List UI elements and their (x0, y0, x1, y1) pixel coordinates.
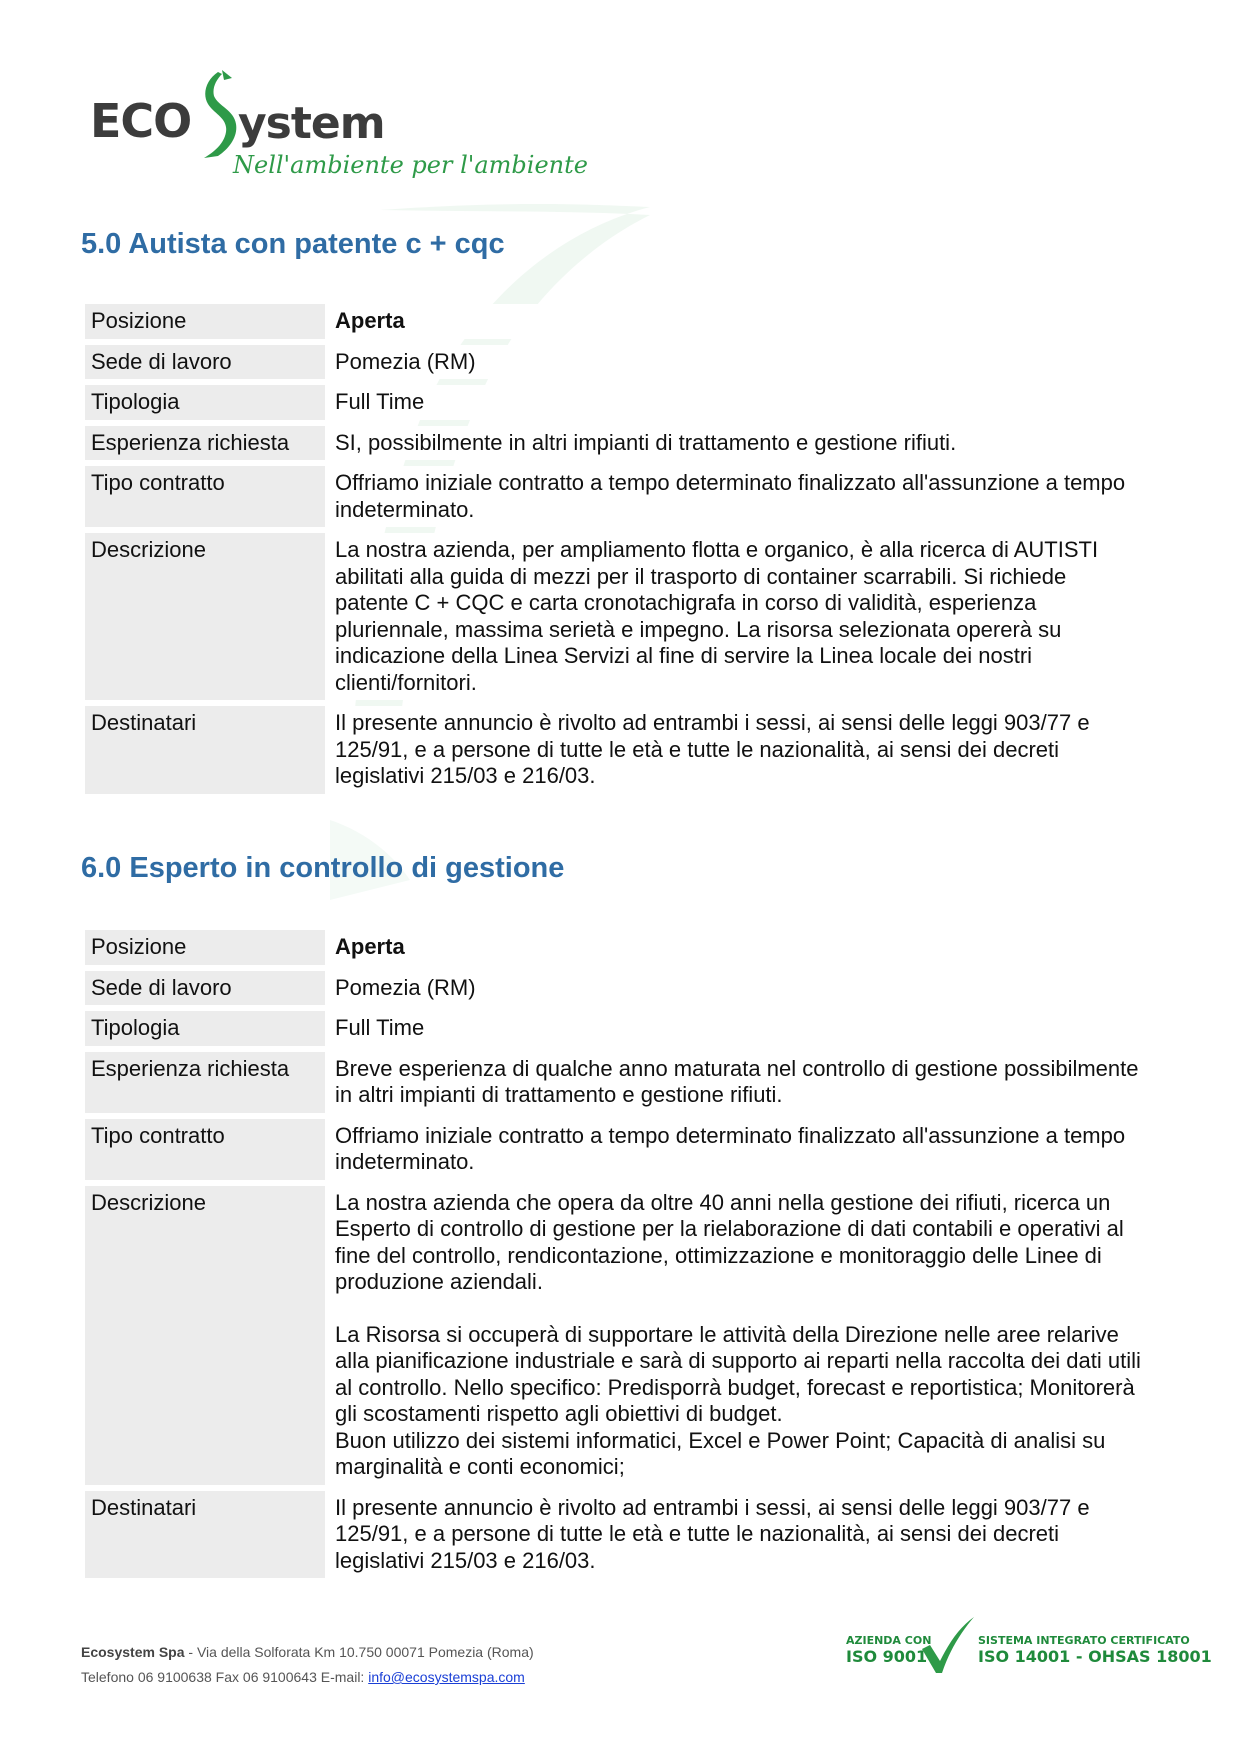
field-value: Offriamo iniziale contratto a tempo determinato finalizzato all'assunzione a tempo indeterminato. (329, 1119, 1149, 1180)
field-value-posizione: Aperta (329, 930, 1149, 965)
field-label: Tipologia (85, 1011, 325, 1046)
table-row (85, 1186, 1149, 1485)
footer-email-link[interactable]: info@ecosystemspa.com (368, 1669, 525, 1685)
cert-left-top: AZIENDA CON (846, 1634, 932, 1647)
footer-company: Ecosystem Spa (81, 1644, 185, 1660)
field-label: Descrizione (85, 1186, 325, 1485)
table-row (85, 1491, 1149, 1579)
job-table-esperto (81, 924, 1153, 1584)
job-table-autista (81, 298, 1153, 800)
field-value: La nostra azienda, per ampliamento flotta e organico, è alla ricerca di AUTISTI abilitati alla guida di mezzi per il trasporto di container scarrabili. Si richiede patente C + CQC e carta cronotachigrafa in corso di validità, esperienza pluriennale, massima serietà e impegno. La risorsa selezionata opererà su indicazione della Linea Servizi al fine di servire la Linea locale dei nostri clienti/fornitori. (329, 533, 1149, 700)
field-label: Sede di lavoro (85, 345, 325, 380)
table-row (85, 930, 1149, 965)
table-row (85, 1119, 1149, 1180)
field-label: Tipo contratto (85, 1119, 325, 1180)
field-value: Offriamo iniziale contratto a tempo determinato finalizzato all'assunzione a tempo indeterminato. (329, 466, 1149, 527)
section-title-esperto: 6.0 Esperto in controllo di gestione (81, 852, 565, 884)
logo-tagline: Nell'ambiente per l'ambiente (233, 151, 588, 179)
table-row (85, 385, 1149, 420)
field-label: Destinatari (85, 706, 325, 794)
field-label: Tipo contratto (85, 466, 325, 527)
table-row (85, 304, 1149, 339)
cert-right-bottom: ISO 14001 - OHSAS 18001 (978, 1647, 1212, 1666)
footer-phone: Telefono 06 9100638 Fax 06 9100643 E-mail: (81, 1669, 369, 1685)
field-label: Posizione (85, 304, 325, 339)
field-label: Tipologia (85, 385, 325, 420)
footer-contact (81, 1640, 534, 1690)
footer-phone-line (81, 1665, 534, 1690)
field-value: Pomezia (RM) (329, 971, 1149, 1006)
field-value: Full Time (329, 1011, 1149, 1046)
table-row (85, 345, 1149, 380)
field-value: Il presente annuncio è rivolto ad entrambi i sessi, ai sensi delle leggi 903/77 e 125/91, e a persone di tutte le età e tutte le nazionalità, ai sensi dei decreti legislativi 215/03 e 216/03. (329, 706, 1149, 794)
checkmark-icon (918, 1615, 978, 1677)
table-row (85, 466, 1149, 527)
footer-address-line (81, 1640, 534, 1665)
ecosystem-logo (88, 68, 588, 188)
description-paragraph: La nostra azienda che opera da oltre 40 anni nella gestione dei rifiuti, ricerca un Esperto di controllo di gestione per la rielaborazione di dati contabili e operativi al fine del controllo, rendicontazione, ottimizzazione e monitoraggio delle Linee di produzione aziendali. (335, 1189, 1124, 1294)
field-label: Esperienza richiesta (85, 1052, 325, 1113)
table-row (85, 533, 1149, 700)
field-label: Descrizione (85, 533, 325, 700)
logo-text-eco: ECO (90, 94, 192, 148)
description-paragraph: Buon utilizzo dei sistemi informatici, Excel e Power Point; Capacità di analisi su marginalità e conti economici; (335, 1427, 1106, 1479)
description-paragraph: La Risorsa si occuperà di supportare le attività della Direzione nelle aree relarive alla pianificazione industriale e sarà di supporto ai reparti nella raccolta dei dati utili al controllo. Nello specifico: Predisporrà budget, forecast e reportistica; Monitorerà gli scostamenti rispetto agli obiettivi di budget. (335, 1321, 1141, 1426)
table-row (85, 1052, 1149, 1113)
table-row (85, 971, 1149, 1006)
field-label: Esperienza richiesta (85, 426, 325, 461)
cert-right-top: SISTEMA INTEGRATO CERTIFICATO (978, 1634, 1190, 1647)
field-value: SI, possibilmente in altri impianti di trattamento e gestione rifiuti. (329, 426, 1149, 461)
field-label: Destinatari (85, 1491, 325, 1579)
field-value-descrizione (329, 1186, 1149, 1485)
table-row (85, 706, 1149, 794)
footer-address: - Via della Solforata Km 10.750 00071 Pomezia (Roma) (184, 1644, 534, 1660)
table-row (85, 426, 1149, 461)
logo-text-ystem: ystem (238, 98, 385, 149)
field-label: Sede di lavoro (85, 971, 325, 1006)
field-value: Full Time (329, 385, 1149, 420)
field-label: Posizione (85, 930, 325, 965)
field-value-posizione: Aperta (329, 304, 1149, 339)
field-value: Pomezia (RM) (329, 345, 1149, 380)
table-row (85, 1011, 1149, 1046)
field-value: Il presente annuncio è rivolto ad entrambi i sessi, ai sensi delle leggi 903/77 e 125/91, e a persone di tutte le età e tutte le nazionalità, ai sensi dei decreti legislativi 215/03 e 216/03. (329, 1491, 1149, 1579)
certification-badge (838, 1615, 1212, 1685)
field-value: Breve esperienza di qualche anno maturata nel controllo di gestione possibilmente in altri impianti di trattamento e gestione rifiuti. (329, 1052, 1149, 1113)
section-title-autista: 5.0 Autista con patente c + cqc (81, 228, 505, 260)
cert-left-bottom: ISO 9001 (846, 1647, 928, 1666)
